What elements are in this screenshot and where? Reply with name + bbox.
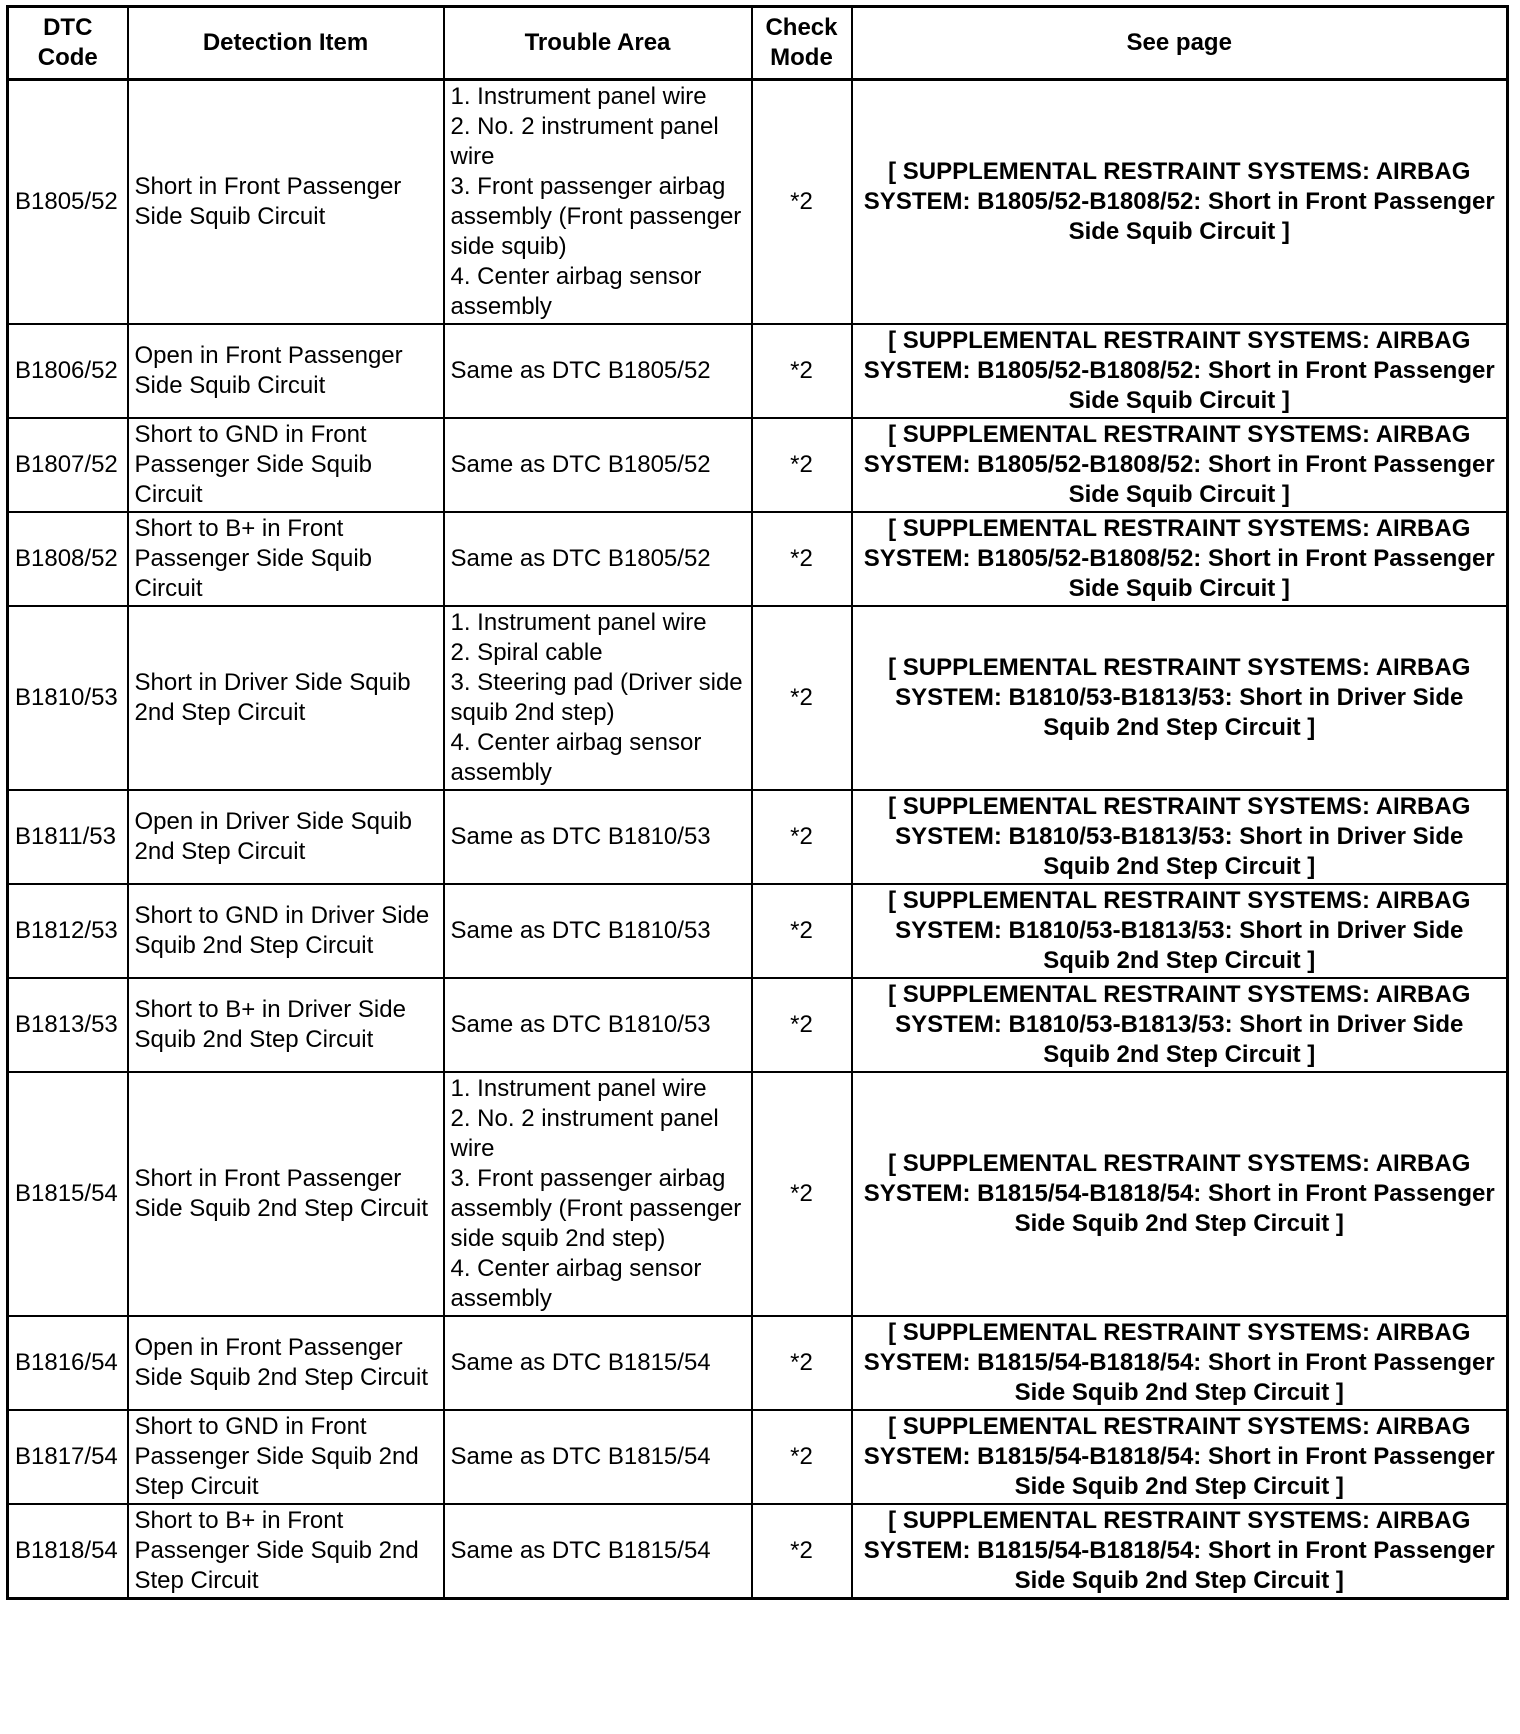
detection-item-cell: Open in Front Passenger Side Squib Circuit xyxy=(128,324,444,418)
trouble-area-line: Same as DTC B1805/52 xyxy=(450,357,711,384)
see-page-link[interactable]: [ SUPPLEMENTAL RESTRAINT SYSTEMS: AIRBAG SYSTEM: B1805/52-B1808/52: Short in Front Passenger Side Squib Circuit ] xyxy=(852,418,1508,512)
table-row xyxy=(8,978,1508,1072)
trouble-area-line: 1. Instrument panel wire xyxy=(450,83,707,110)
see-page-link[interactable]: [ SUPPLEMENTAL RESTRAINT SYSTEMS: AIRBAG SYSTEM: B1805/52-B1808/52: Short in Front Passenger Side Squib Circuit ] xyxy=(852,512,1508,606)
table-row xyxy=(8,80,1508,325)
see-page-link[interactable]: [ SUPPLEMENTAL RESTRAINT SYSTEMS: AIRBAG SYSTEM: B1815/54-B1818/54: Short in Front Passenger Side Squib 2nd Step Circuit ] xyxy=(852,1072,1508,1316)
trouble-area-cell xyxy=(444,884,752,978)
check-mode-cell: *2 xyxy=(752,418,852,512)
dtc-code-cell: B1811/53 xyxy=(8,790,128,884)
check-mode-cell: *2 xyxy=(752,1504,852,1599)
detection-item-cell: Short to B+ in Front Passenger Side Squib 2nd Step Circuit xyxy=(128,1504,444,1599)
detection-item-cell: Open in Front Passenger Side Squib 2nd Step Circuit xyxy=(128,1316,444,1410)
check-mode-cell: *2 xyxy=(752,1072,852,1316)
check-mode-cell: *2 xyxy=(752,978,852,1072)
trouble-area-cell xyxy=(444,1504,752,1599)
table-row xyxy=(8,606,1508,790)
detection-item-cell: Short in Front Passenger Side Squib 2nd Step Circuit xyxy=(128,1072,444,1316)
header-check-mode: Check Mode xyxy=(752,7,852,80)
check-mode-cell: *2 xyxy=(752,324,852,418)
detection-item-cell: Short in Driver Side Squib 2nd Step Circuit xyxy=(128,606,444,790)
trouble-area-line: Same as DTC B1815/54 xyxy=(450,1443,711,1470)
check-mode-cell: *2 xyxy=(752,884,852,978)
trouble-area-line: Same as DTC B1815/54 xyxy=(450,1537,711,1564)
table-row xyxy=(8,1072,1508,1316)
check-mode-cell: *2 xyxy=(752,80,852,325)
detection-item-cell: Short to B+ in Front Passenger Side Squib Circuit xyxy=(128,512,444,606)
see-page-link[interactable]: [ SUPPLEMENTAL RESTRAINT SYSTEMS: AIRBAG SYSTEM: B1815/54-B1818/54: Short in Front Passenger Side Squib 2nd Step Circuit ] xyxy=(852,1410,1508,1504)
trouble-area-line: Same as DTC B1805/52 xyxy=(450,545,711,572)
dtc-code-cell: B1815/54 xyxy=(8,1072,128,1316)
check-mode-cell: *2 xyxy=(752,512,852,606)
table-row xyxy=(8,1410,1508,1504)
trouble-area-line: 1. Instrument panel wire xyxy=(450,609,707,636)
trouble-area-line: Same as DTC B1810/53 xyxy=(450,917,711,944)
dtc-code-cell: B1816/54 xyxy=(8,1316,128,1410)
check-mode-cell: *2 xyxy=(752,790,852,884)
dtc-table xyxy=(6,5,1509,1600)
dtc-code-cell: B1817/54 xyxy=(8,1410,128,1504)
see-page-link[interactable]: [ SUPPLEMENTAL RESTRAINT SYSTEMS: AIRBAG SYSTEM: B1805/52-B1808/52: Short in Front Passenger Side Squib Circuit ] xyxy=(852,324,1508,418)
trouble-area-cell xyxy=(444,606,752,790)
see-page-link[interactable]: [ SUPPLEMENTAL RESTRAINT SYSTEMS: AIRBAG SYSTEM: B1815/54-B1818/54: Short in Front Passenger Side Squib 2nd Step Circuit ] xyxy=(852,1504,1508,1599)
trouble-area-cell xyxy=(444,790,752,884)
trouble-area-line: 4. Center airbag sensor assembly xyxy=(450,1255,702,1312)
dtc-code-cell: B1808/52 xyxy=(8,512,128,606)
table-header xyxy=(8,7,1508,80)
trouble-area-line: Same as DTC B1810/53 xyxy=(450,823,711,850)
trouble-area-cell xyxy=(444,80,752,325)
dtc-code-cell: B1810/53 xyxy=(8,606,128,790)
trouble-area-cell xyxy=(444,324,752,418)
table-row xyxy=(8,1316,1508,1410)
dtc-code-cell: B1812/53 xyxy=(8,884,128,978)
dtc-code-cell: B1813/53 xyxy=(8,978,128,1072)
check-mode-cell: *2 xyxy=(752,606,852,790)
header-detection-item: Detection Item xyxy=(128,7,444,80)
detection-item-cell: Open in Driver Side Squib 2nd Step Circuit xyxy=(128,790,444,884)
trouble-area-line: Same as DTC B1810/53 xyxy=(450,1011,711,1038)
trouble-area-cell xyxy=(444,1072,752,1316)
trouble-area-line: 2. No. 2 instrument panel wire xyxy=(450,1105,719,1162)
trouble-area-line: 1. Instrument panel wire xyxy=(450,1075,707,1102)
trouble-area-line: 3. Front passenger airbag assembly (Front passenger side squib 2nd step) xyxy=(450,1165,742,1252)
table-row xyxy=(8,790,1508,884)
dtc-code-cell: B1805/52 xyxy=(8,80,128,325)
header-see-page: See page xyxy=(852,7,1508,80)
detection-item-cell: Short to GND in Front Passenger Side Squib 2nd Step Circuit xyxy=(128,1410,444,1504)
see-page-link[interactable]: [ SUPPLEMENTAL RESTRAINT SYSTEMS: AIRBAG SYSTEM: B1815/54-B1818/54: Short in Front Passenger Side Squib 2nd Step Circuit ] xyxy=(852,1316,1508,1410)
trouble-area-cell xyxy=(444,512,752,606)
see-page-link[interactable]: [ SUPPLEMENTAL RESTRAINT SYSTEMS: AIRBAG SYSTEM: B1805/52-B1808/52: Short in Front Passenger Side Squib Circuit ] xyxy=(852,80,1508,325)
table-body xyxy=(8,80,1508,1599)
header-row xyxy=(8,7,1508,80)
trouble-area-line: 4. Center airbag sensor assembly xyxy=(450,729,702,786)
trouble-area-line: 3. Steering pad (Driver side squib 2nd step) xyxy=(450,669,743,726)
trouble-area-line: 4. Center airbag sensor assembly xyxy=(450,263,702,320)
trouble-area-line: 2. No. 2 instrument panel wire xyxy=(450,113,719,170)
trouble-area-line: 2. Spiral cable xyxy=(450,639,603,666)
detection-item-cell: Short in Front Passenger Side Squib Circuit xyxy=(128,80,444,325)
table-row xyxy=(8,884,1508,978)
trouble-area-cell xyxy=(444,1410,752,1504)
table-row xyxy=(8,418,1508,512)
detection-item-cell: Short to GND in Driver Side Squib 2nd Step Circuit xyxy=(128,884,444,978)
header-dtc-code: DTC Code xyxy=(8,7,128,80)
detection-item-cell: Short to B+ in Driver Side Squib 2nd Step Circuit xyxy=(128,978,444,1072)
table-row xyxy=(8,512,1508,606)
trouble-area-line: 3. Front passenger airbag assembly (Front passenger side squib) xyxy=(450,173,742,260)
see-page-link[interactable]: [ SUPPLEMENTAL RESTRAINT SYSTEMS: AIRBAG SYSTEM: B1810/53-B1813/53: Short in Driver Side Squib 2nd Step Circuit ] xyxy=(852,606,1508,790)
table-row xyxy=(8,324,1508,418)
table-row xyxy=(8,1504,1508,1599)
dtc-code-cell: B1818/54 xyxy=(8,1504,128,1599)
see-page-link[interactable]: [ SUPPLEMENTAL RESTRAINT SYSTEMS: AIRBAG SYSTEM: B1810/53-B1813/53: Short in Driver Side Squib 2nd Step Circuit ] xyxy=(852,790,1508,884)
see-page-link[interactable]: [ SUPPLEMENTAL RESTRAINT SYSTEMS: AIRBAG SYSTEM: B1810/53-B1813/53: Short in Driver Side Squib 2nd Step Circuit ] xyxy=(852,884,1508,978)
dtc-code-cell: B1806/52 xyxy=(8,324,128,418)
check-mode-cell: *2 xyxy=(752,1410,852,1504)
header-trouble-area: Trouble Area xyxy=(444,7,752,80)
trouble-area-line: Same as DTC B1805/52 xyxy=(450,451,711,478)
trouble-area-cell xyxy=(444,1316,752,1410)
see-page-link[interactable]: [ SUPPLEMENTAL RESTRAINT SYSTEMS: AIRBAG SYSTEM: B1810/53-B1813/53: Short in Driver Side Squib 2nd Step Circuit ] xyxy=(852,978,1508,1072)
dtc-code-cell: B1807/52 xyxy=(8,418,128,512)
detection-item-cell: Short to GND in Front Passenger Side Squib Circuit xyxy=(128,418,444,512)
trouble-area-cell xyxy=(444,978,752,1072)
check-mode-cell: *2 xyxy=(752,1316,852,1410)
dtc-table-container xyxy=(6,5,1509,1600)
trouble-area-line: Same as DTC B1815/54 xyxy=(450,1349,711,1376)
trouble-area-cell xyxy=(444,418,752,512)
